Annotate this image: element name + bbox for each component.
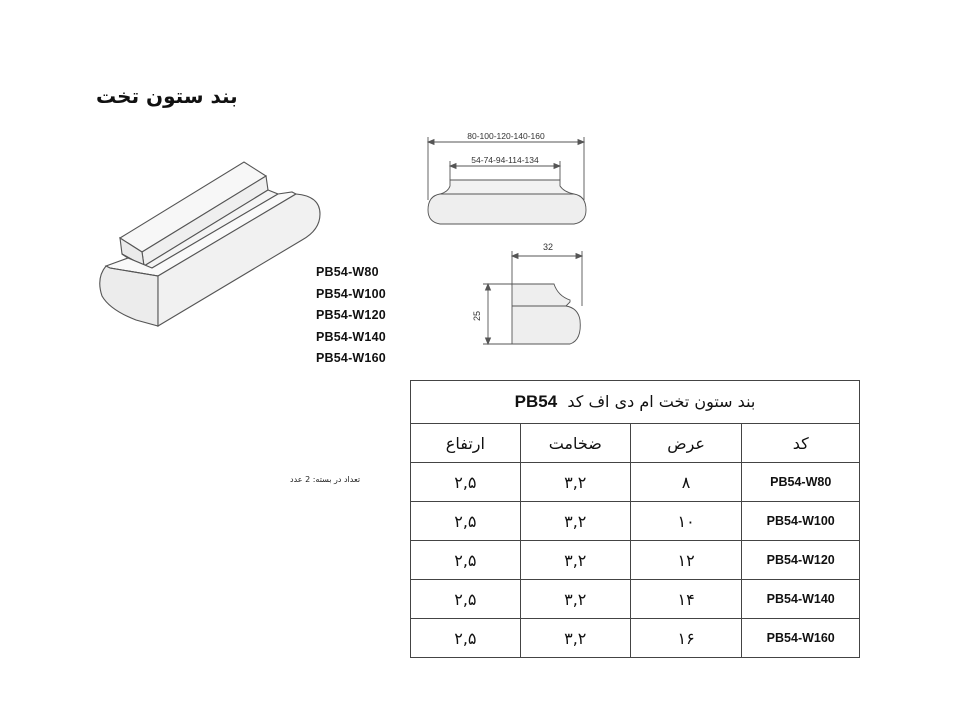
code-item: PB54-W140 xyxy=(316,329,386,344)
header-height: ارتفاع xyxy=(411,424,521,463)
cell-code: PB54-W100 xyxy=(742,502,860,541)
cell-width: ۱۲ xyxy=(630,541,742,580)
table-row xyxy=(411,619,860,658)
code-item: PB54-W80 xyxy=(316,265,379,279)
header-thickness: ضخامت xyxy=(520,424,630,463)
side-profile-drawing xyxy=(466,236,596,356)
package-note: تعداد در بسته: 2 عدد xyxy=(290,475,361,484)
cell-code: PB54-W80 xyxy=(742,463,860,502)
isometric-molding-drawing xyxy=(92,150,342,335)
cell-width: ۸ xyxy=(630,463,742,502)
cell-thickness: ۳,۲ xyxy=(520,580,630,619)
header-width: عرض xyxy=(630,424,742,463)
header-code: کد xyxy=(742,424,860,463)
height-dimension-label: 25 xyxy=(472,310,482,322)
page-title: بند ستون تخت xyxy=(96,84,238,108)
cell-code: PB54-W140 xyxy=(742,580,860,619)
table-caption-text: بند ستون تخت ام دی اف کد xyxy=(567,392,756,411)
code-item: PB54-W120 xyxy=(316,308,386,322)
table-row xyxy=(411,580,860,619)
outer-widths-label: 80-100-120-140-160 xyxy=(467,131,545,141)
cell-height: ۲,۵ xyxy=(411,502,521,541)
cell-height: ۲,۵ xyxy=(411,580,521,619)
cell-thickness: ۳,۲ xyxy=(520,619,630,658)
cell-width: ۱۶ xyxy=(630,619,742,658)
table-row xyxy=(411,502,860,541)
cell-thickness: ۳,۲ xyxy=(520,541,630,580)
cell-thickness: ۳,۲ xyxy=(520,463,630,502)
code-item: PB54-W160 xyxy=(316,351,386,365)
spec-table xyxy=(410,380,860,658)
table-caption-code: PB54 xyxy=(514,392,558,411)
cell-height: ۲,۵ xyxy=(411,541,521,580)
table-header-row xyxy=(411,424,860,463)
inner-widths-label: 54-74-94-114-134 xyxy=(471,155,539,165)
code-item: PB54-W100 xyxy=(316,286,386,301)
table-row xyxy=(411,463,860,502)
codes-list xyxy=(316,262,386,370)
cell-code: PB54-W120 xyxy=(742,541,860,580)
cell-height: ۲,۵ xyxy=(411,463,521,502)
front-view-drawing xyxy=(418,128,598,233)
cell-height: ۲,۵ xyxy=(411,619,521,658)
table-caption xyxy=(411,381,860,424)
thickness-dimension-label: 32 xyxy=(542,242,554,252)
cell-code: PB54-W160 xyxy=(742,619,860,658)
cell-thickness: ۳,۲ xyxy=(520,502,630,541)
table-row xyxy=(411,541,860,580)
cell-width: ۱۰ xyxy=(630,502,742,541)
cell-width: ۱۴ xyxy=(630,580,742,619)
